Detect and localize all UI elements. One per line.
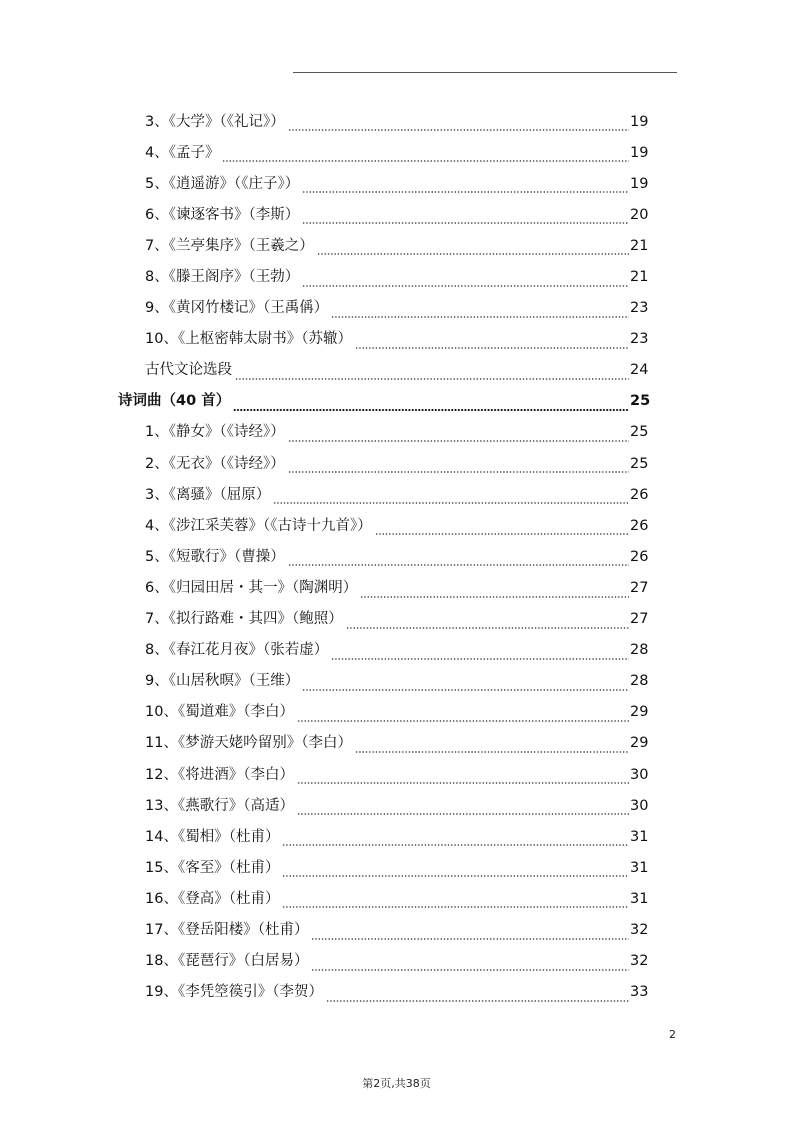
toc-dot-leader	[282, 844, 629, 846]
toc-entry-title: 11、《梦游天姥吟留别》（李白）	[145, 735, 352, 752]
toc-entry-title: 10、《上枢密韩太尉书》（苏辙）	[145, 331, 352, 348]
toc-entry-page: 27	[630, 579, 649, 596]
toc-entry-title: 4、《孟子》	[145, 144, 220, 161]
toc-dot-leader	[233, 409, 629, 411]
toc-entry-title: 13、《燕歌行》（高适）	[145, 797, 294, 814]
table-of-contents	[0, 106, 793, 1008]
toc-entry-page: 23	[630, 300, 649, 317]
toc-entry[interactable]	[0, 977, 793, 1008]
toc-entry-page: 20	[630, 206, 649, 223]
toc-entry-page: 19	[630, 175, 649, 192]
toc-dot-leader	[326, 1000, 629, 1002]
toc-entry[interactable]	[0, 697, 793, 728]
toc-entry-title: 5、《逍遥游》（《庄子》）	[145, 175, 300, 192]
toc-dot-leader	[288, 129, 629, 131]
toc-entry-page: 25	[630, 455, 649, 472]
toc-entry-page: 25	[630, 393, 651, 410]
toc-dot-leader	[375, 533, 629, 535]
toc-dot-leader	[282, 906, 629, 908]
toc-entry[interactable]	[0, 386, 793, 417]
toc-entry-page: 21	[630, 237, 649, 254]
toc-entry-page: 31	[630, 890, 649, 907]
page-number: 2	[669, 1028, 676, 1041]
toc-entry[interactable]	[0, 324, 793, 355]
toc-entry-title: 14、《蜀相》（杜甫）	[145, 828, 280, 845]
toc-entry-page: 19	[630, 113, 649, 130]
toc-entry-page: 30	[630, 766, 649, 783]
toc-entry[interactable]	[0, 106, 793, 137]
toc-entry[interactable]	[0, 417, 793, 448]
header-rule	[293, 72, 677, 73]
toc-dot-leader	[222, 160, 629, 162]
toc-entry-page: 29	[630, 735, 649, 752]
toc-entry-title: 8、《滕王阁序》（王勃）	[145, 269, 300, 286]
toc-entry[interactable]	[0, 293, 793, 324]
toc-entry-title: 7、《拟行路难・其四》（鲍照）	[145, 611, 343, 628]
toc-entry-title: 4、《涉江采芙蓉》（《古诗十九首》）	[145, 517, 372, 534]
toc-entry-title: 诗词曲（40 首）	[118, 393, 231, 410]
toc-entry-page: 23	[630, 331, 649, 348]
toc-entry-page: 28	[630, 642, 649, 659]
toc-entry-title: 3、《大学》（《礼记》）	[145, 113, 285, 130]
toc-dot-leader	[302, 222, 629, 224]
toc-entry[interactable]	[0, 759, 793, 790]
toc-dot-leader	[355, 347, 629, 349]
toc-entry[interactable]	[0, 790, 793, 821]
toc-entry-title: 15、《客至》（杜甫）	[145, 859, 280, 876]
toc-entry[interactable]	[0, 479, 793, 510]
toc-dot-leader	[331, 316, 629, 318]
toc-entry-page: 29	[630, 704, 649, 721]
toc-entry[interactable]	[0, 510, 793, 541]
toc-dot-leader	[311, 938, 629, 940]
toc-entry-page: 30	[630, 797, 649, 814]
toc-entry-page: 21	[630, 269, 649, 286]
toc-entry-page: 19	[630, 144, 649, 161]
toc-entry-title: 6、《归园田居・其一》（陶渊明）	[145, 579, 358, 596]
toc-entry-title: 12、《将进酒》（李白）	[145, 766, 294, 783]
toc-entry[interactable]	[0, 635, 793, 666]
toc-dot-leader	[360, 596, 629, 598]
toc-dot-leader	[317, 253, 629, 255]
toc-entry-page: 28	[630, 673, 649, 690]
toc-dot-leader	[355, 751, 629, 753]
toc-entry-title: 1、《静女》（《诗经》）	[145, 424, 285, 441]
toc-dot-leader	[282, 875, 629, 877]
toc-entry[interactable]	[0, 728, 793, 759]
toc-entry-title: 7、《兰亭集序》（王羲之）	[145, 237, 314, 254]
toc-entry-title: 10、《蜀道难》（李白）	[145, 704, 294, 721]
toc-entry[interactable]	[0, 604, 793, 635]
toc-entry-title: 3、《离骚》（屈原）	[145, 486, 271, 503]
toc-entry-title: 17、《登岳阳楼》（杜甫）	[145, 921, 309, 938]
toc-dot-leader	[297, 720, 629, 722]
toc-entry-title: 8、《春江花月夜》（张若虚）	[145, 642, 329, 659]
toc-entry[interactable]	[0, 137, 793, 168]
toc-entry-page: 26	[630, 486, 649, 503]
toc-entry-title: 18、《琵琶行》（白居易）	[145, 953, 309, 970]
toc-entry-title: 9、《黄冈竹楼记》（王禹偁）	[145, 300, 329, 317]
toc-entry-title: 6、《谏逐客书》（李斯）	[145, 206, 300, 223]
toc-entry[interactable]	[0, 199, 793, 230]
toc-dot-leader	[346, 627, 629, 629]
toc-dot-leader	[302, 689, 629, 691]
toc-dot-leader	[297, 813, 629, 815]
toc-entry-page: 31	[630, 828, 649, 845]
toc-entry-page: 24	[630, 362, 649, 379]
toc-entry[interactable]	[0, 852, 793, 883]
toc-dot-leader	[311, 969, 629, 971]
toc-entry-title: 16、《登高》（杜甫）	[145, 890, 280, 907]
toc-entry[interactable]	[0, 821, 793, 852]
toc-dot-leader	[288, 564, 629, 566]
toc-dot-leader	[302, 285, 629, 287]
toc-dot-leader	[297, 782, 629, 784]
toc-entry-page: 27	[630, 611, 649, 628]
toc-dot-leader	[288, 440, 629, 442]
toc-entry[interactable]	[0, 541, 793, 572]
toc-entry[interactable]	[0, 261, 793, 292]
toc-entry-page: 26	[630, 517, 649, 534]
toc-entry[interactable]	[0, 946, 793, 977]
toc-entry-page: 32	[630, 953, 649, 970]
toc-dot-leader	[235, 378, 629, 380]
toc-dot-leader	[302, 191, 629, 193]
toc-entry[interactable]	[0, 914, 793, 945]
page-footer: 第2页,共38页	[362, 1077, 431, 1090]
toc-dot-leader	[288, 471, 629, 473]
toc-entry-title: 19、《李凭箜篌引》（李贺）	[145, 984, 323, 1001]
toc-dot-leader	[331, 658, 629, 660]
toc-entry-title: 2、《无衣》（《诗经》）	[145, 455, 285, 472]
toc-entry[interactable]	[0, 168, 793, 199]
toc-entry[interactable]	[0, 572, 793, 603]
toc-dot-leader	[273, 502, 629, 504]
toc-entry[interactable]	[0, 666, 793, 697]
toc-entry-page: 33	[630, 984, 649, 1001]
toc-entry-page: 31	[630, 859, 649, 876]
toc-entry-title: 9、《山居秋暝》（王维）	[145, 673, 300, 690]
toc-entry[interactable]	[0, 355, 793, 386]
toc-entry[interactable]	[0, 448, 793, 479]
toc-entry-page: 25	[630, 424, 649, 441]
toc-entry-title: 5、《短歌行》（曹操）	[145, 548, 285, 565]
toc-entry[interactable]	[0, 883, 793, 914]
toc-entry-page: 32	[630, 921, 649, 938]
toc-entry[interactable]	[0, 230, 793, 261]
toc-entry-title: 古代文论选段	[145, 362, 232, 379]
toc-entry-page: 26	[630, 548, 649, 565]
